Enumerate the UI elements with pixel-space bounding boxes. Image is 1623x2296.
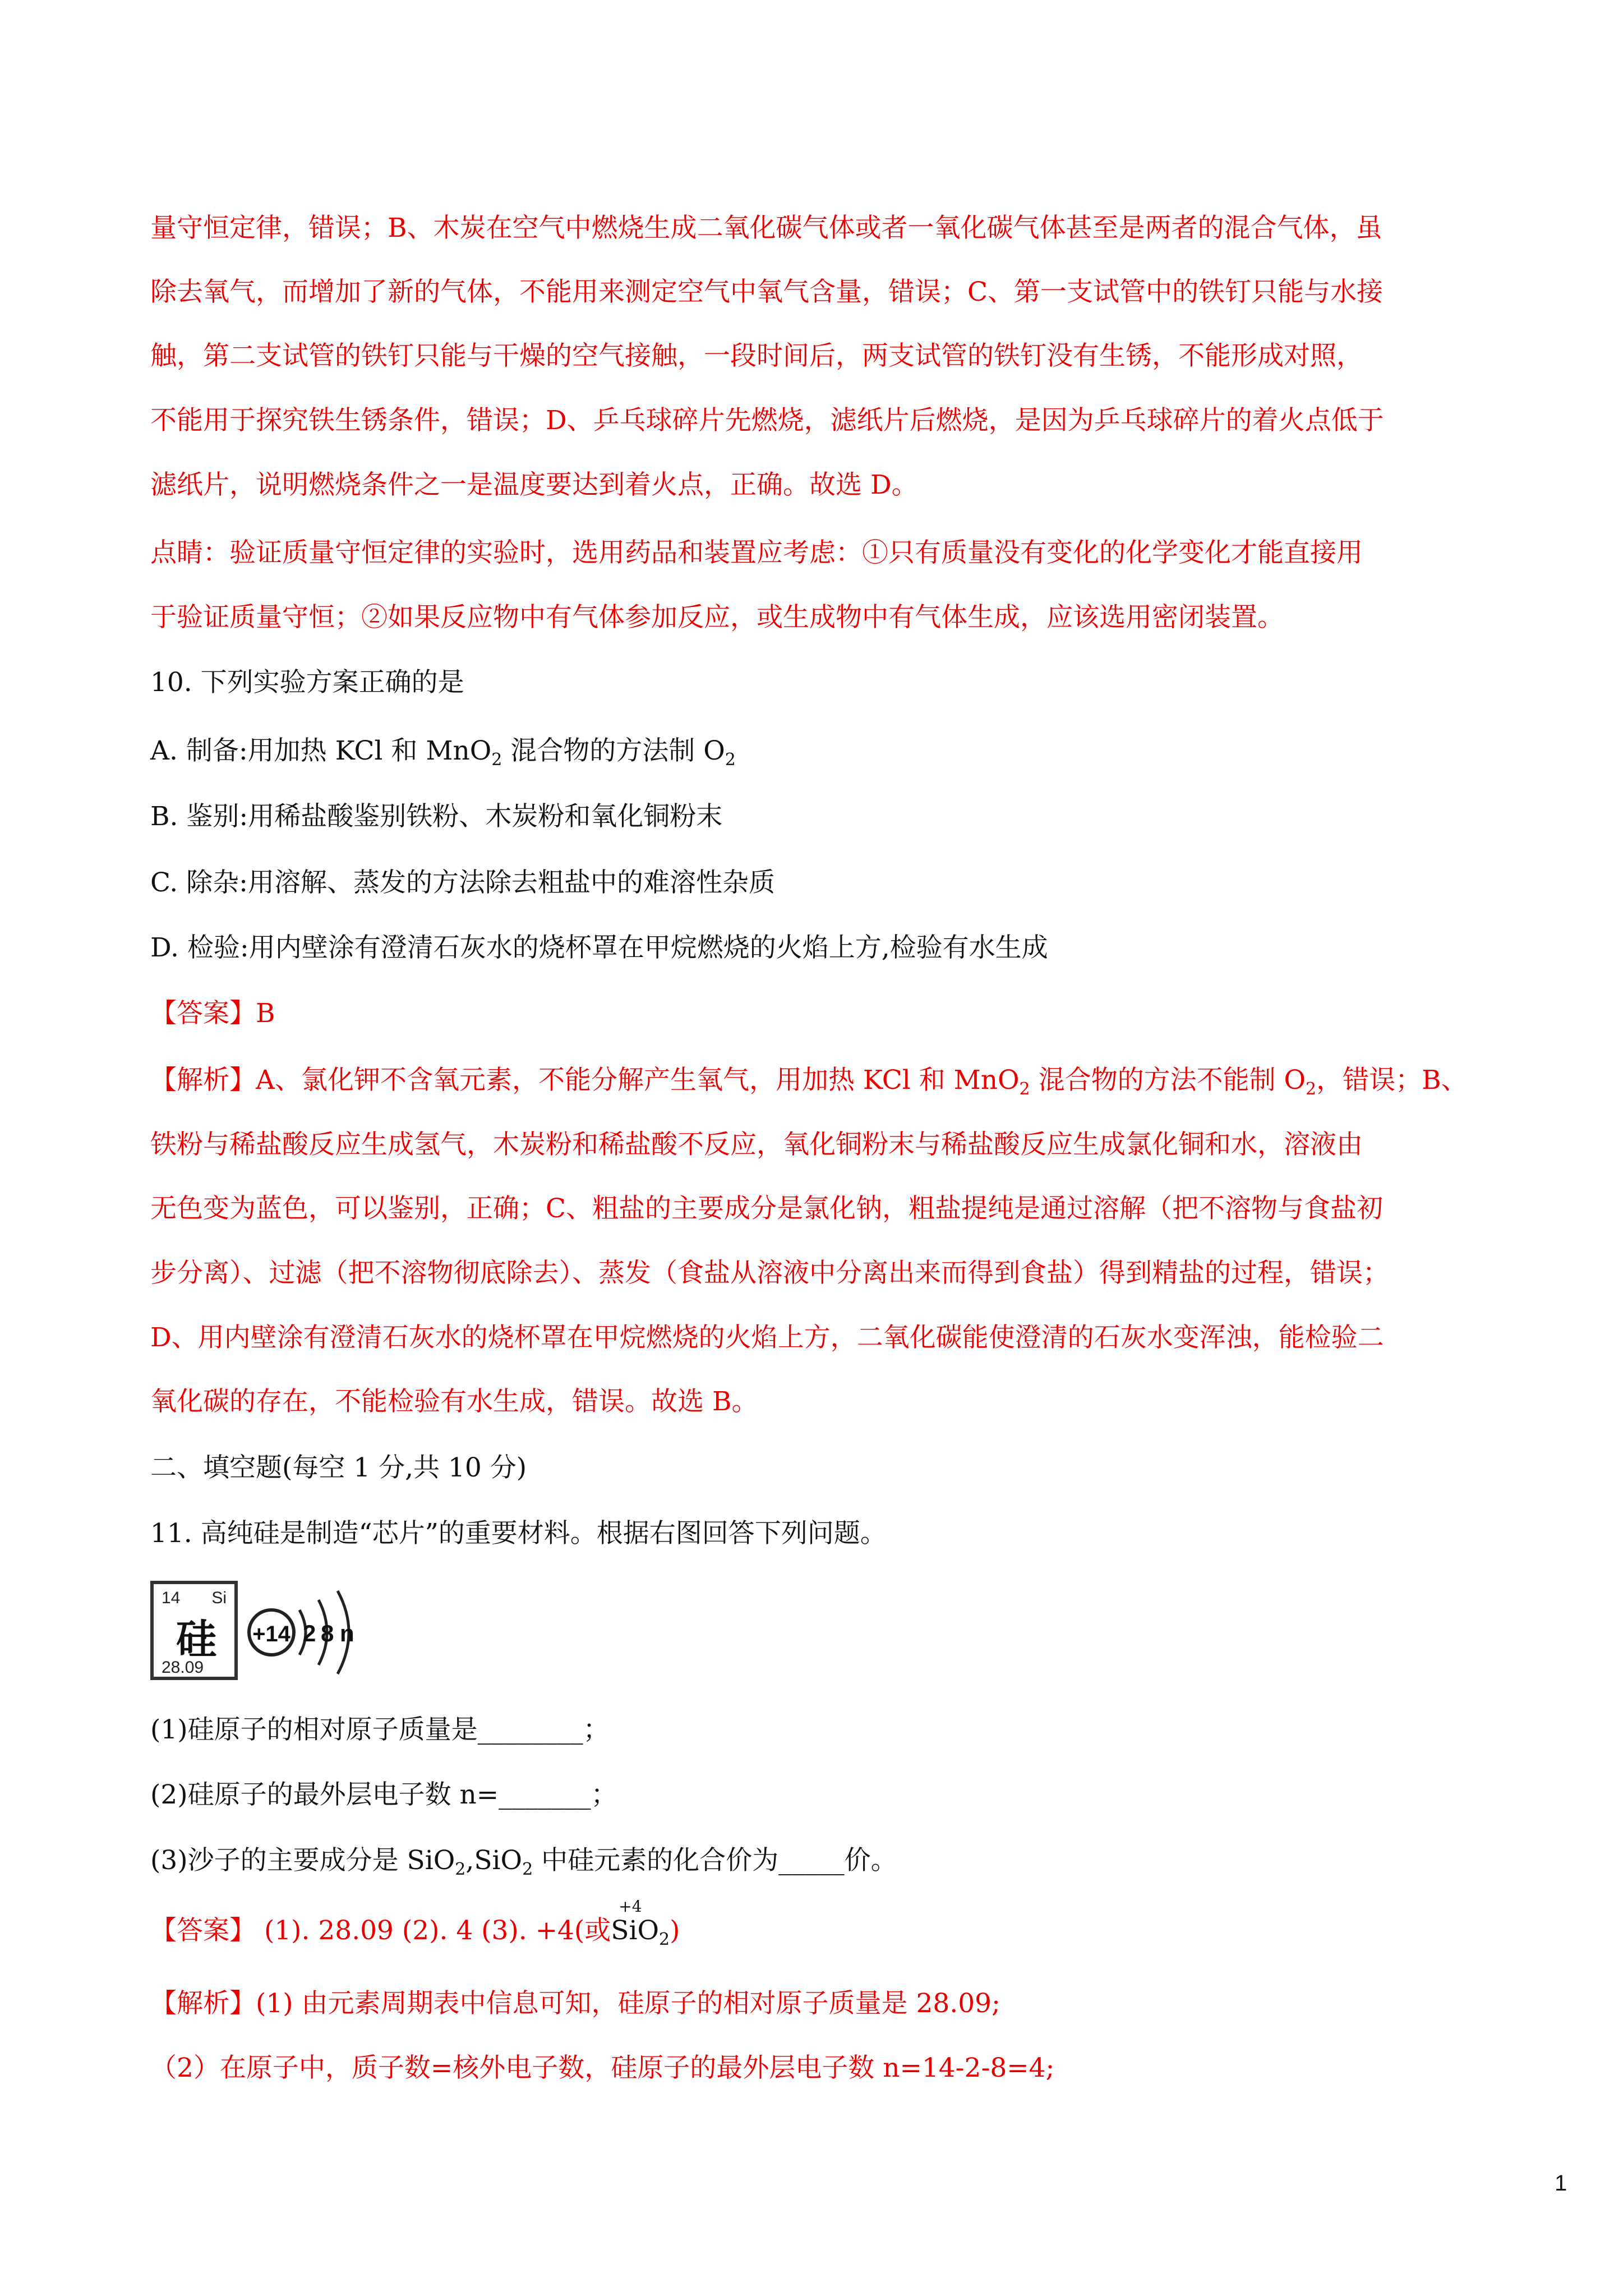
- text-segment: ，错误；B、: [1316, 1065, 1468, 1096]
- text-line-16: [150, 1191, 1383, 1227]
- text-line-12: [150, 930, 1048, 966]
- text-segment: 11. 高纯硅是制造“芯片”的重要材料。根据右图回答下列问题。: [150, 1518, 887, 1549]
- text-line-19: [150, 1384, 758, 1420]
- text-line-11: [150, 865, 775, 901]
- text-segment: 混合物的方法不能制 O: [1030, 1065, 1306, 1096]
- element-name: 硅: [176, 1615, 217, 1663]
- text-segment: (3)沙子的主要成分是 SiO: [150, 1845, 455, 1876]
- text-segment: 【答案】 (1). 28.09 (2). 4 (3). +4(或: [150, 1915, 611, 1946]
- shell-label-3: n: [340, 1620, 354, 1646]
- text-line-25: [150, 1897, 680, 1958]
- text-line-3: [150, 338, 1363, 374]
- subscript: 2: [659, 1930, 670, 1949]
- text-segment: 中硅元素的化合价为_____价。: [533, 1845, 897, 1876]
- text-segment: 点睛：验证质量守恒定律的实验时，选用药品和装置应考虑：①只有质量没有变化的化学变化才能直接用: [150, 537, 1363, 568]
- text-line-18: [150, 1320, 1384, 1356]
- text-line-14: [150, 1062, 1468, 1107]
- shell-label-1: 2: [303, 1620, 316, 1646]
- text-line-4: [150, 403, 1384, 439]
- text-line-9: [150, 733, 736, 778]
- text-segment: 滤纸片，说明燃烧条件之一是温度要达到着火点，正确。故选 D。: [150, 470, 918, 500]
- subscript: 2: [522, 1860, 533, 1879]
- text-line-5: [150, 467, 918, 503]
- element-text: Si: [611, 1915, 638, 1946]
- atom-structure-diagram: [245, 1588, 390, 1683]
- text-line-1: [150, 210, 1382, 246]
- text-segment: 步分离）、过滤（把不溶物彻底除去）、蒸发（食盐从溶液中分离出来而得到食盐）得到精盐的过程，错误；: [150, 1258, 1389, 1289]
- text-segment: O: [637, 1915, 660, 1946]
- text-segment: ,SiO: [465, 1845, 523, 1876]
- text-line-20: [150, 1450, 527, 1486]
- element-mass: 28.09: [162, 1658, 204, 1677]
- text-segment: 于验证质量守恒；②如果反应物中有气体参加反应，或生成物中有气体生成，应该选用密闭装置。: [150, 602, 1284, 633]
- text-line-15: [150, 1127, 1363, 1163]
- text-line-7: [150, 600, 1284, 636]
- text-segment: 10. 下列实验方案正确的是: [150, 667, 464, 698]
- text-segment: 铁粉与稀盐酸反应生成氢气，木炭粉和稀盐酸不反应，氧化铜粉末与稀盐酸反应生成氯化铜和水，溶液由: [150, 1129, 1363, 1160]
- text-line-8: [150, 665, 464, 701]
- text-line-22: [150, 1712, 610, 1748]
- page-number: 1: [1555, 2171, 1567, 2196]
- element-symbol: Si: [211, 1589, 227, 1607]
- text-segment: B. 鉴别:用稀盐酸鉴别铁粉、木炭粉和氧化铜粉末: [150, 801, 723, 832]
- text-segment: 氧化碳的存在，不能检验有水生成，错误。故选 B。: [150, 1386, 758, 1417]
- text-line-10: [150, 799, 722, 835]
- subscript: 2: [1306, 1079, 1317, 1099]
- text-segment: 无色变为蓝色，可以鉴别，正确；C、粗盐的主要成分是氯化钠，粗盐提纯是通过溶解（把不溶物与食盐初: [150, 1193, 1383, 1224]
- subscript: 2: [1019, 1079, 1030, 1099]
- text-line-21: [150, 1516, 887, 1552]
- text-segment: (1)硅原子的相对原子质量是________；: [150, 1714, 610, 1745]
- text-segment: 【答案】B: [150, 998, 275, 1029]
- text-segment: ): [670, 1915, 680, 1946]
- text-segment: 二、填空题(每空 1 分,共 10 分): [150, 1452, 527, 1483]
- nucleus-label: +14: [252, 1622, 291, 1646]
- text-line-13: [150, 996, 275, 1032]
- text-segment: A. 制备:用加热 KCl 和 MnO: [150, 735, 492, 766]
- shell-label-2: 8: [321, 1620, 334, 1646]
- text-line-26: [150, 1986, 1000, 2022]
- text-segment: 触，第二支试管的铁钉只能与干燥的空气接触，一段时间后，两支试管的铁钉没有生锈，不能形成对照，: [150, 341, 1363, 371]
- text-segment: 除去氧气，而增加了新的气体，不能用来测定空气中氧气含量，错误；C、第一支试管中的铁钉只能与水接: [150, 277, 1383, 307]
- text-line-2: [150, 274, 1383, 310]
- periodic-table-cell: [150, 1581, 238, 1680]
- text-segment: D. 检验:用内壁涂有澄清石灰水的烧杯罩在甲烷燃烧的火焰上方,检验有水生成: [150, 932, 1048, 963]
- text-line-17: [150, 1255, 1389, 1291]
- subscript: 2: [491, 750, 502, 770]
- text-line-6: [150, 535, 1363, 571]
- text-line-24: [150, 1843, 897, 1888]
- text-segment: D、用内壁涂有澄清石灰水的烧杯罩在甲烷燃烧的火焰上方，二氧化碳能使澄清的石灰水变浑浊，能检验二: [150, 1322, 1384, 1353]
- text-segment: C. 除杂:用溶解、蒸发的方法除去粗盐中的难溶性杂质: [150, 867, 775, 898]
- subscript: 2: [455, 1860, 466, 1879]
- text-segment: (2)硅原子的最外层电子数 n=_______；: [150, 1779, 617, 1810]
- oxidation-state: +4: [619, 1897, 642, 1916]
- text-segment: 【解析】(1) 由元素周期表中信息可知，硅原子的相对原子质量是 28.09;: [150, 1988, 1000, 2019]
- subscript: 2: [725, 750, 736, 770]
- text-segment: 不能用于探究铁生锈条件，错误；D、乒乓球碎片先燃烧，滤纸片后燃烧，是因为乒乓球碎片的着火点低于: [150, 405, 1384, 436]
- element-number: 14: [162, 1589, 181, 1607]
- text-line-27: [150, 2050, 1054, 2086]
- text-segment: 混合物的方法制 O: [502, 735, 725, 766]
- text-line-23: [150, 1777, 617, 1813]
- text-segment: （2）在原子中，质子数=核外电子数，硅原子的最外层电子数 n=14-2-8=4;: [150, 2053, 1055, 2083]
- text-segment: 【解析】A、氯化钾不含氧元素，不能分解产生氧气，用加热 KCl 和 MnO: [150, 1065, 1020, 1096]
- text-segment: 量守恒定律，错误；B、木炭在空气中燃烧生成二氧化碳气体或者一氧化碳气体甚至是两者的混合气体，虽: [150, 213, 1382, 243]
- text-segment: [611, 1897, 642, 1949]
